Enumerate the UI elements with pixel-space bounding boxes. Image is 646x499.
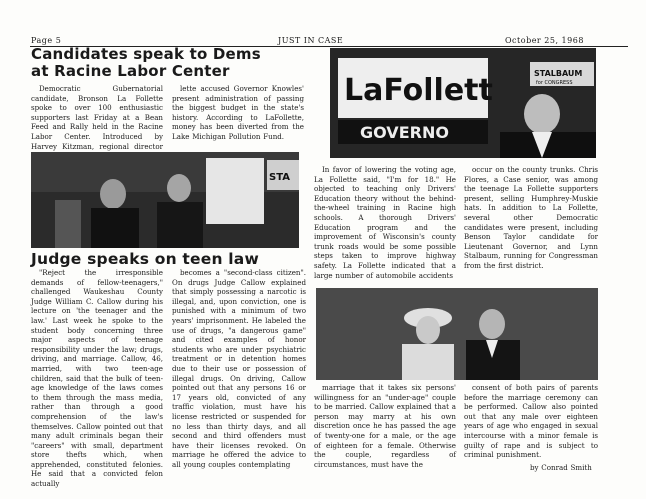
page-number: Page 5	[31, 36, 62, 45]
photo-rally-image	[31, 152, 299, 248]
photo-lafollette	[330, 48, 596, 158]
article1-col4: occur on the county trunks. Chris Flores, a Case senior, was among the teenage La Follette supporters present, selling Humphrey-Muskie hats. In addition to La Follette, several other Democratic candidates were present, including Benson Taylor candidate for Lieutenant Governor, and Lynn Stalbaum, running for Congressman from the first district.	[464, 165, 598, 270]
sign-sta: STA	[269, 172, 290, 183]
article2-col1: "Reject the irresponsible demands of fellow-teenagers," challenged Waukeshau County Judge William C. Callow during his lecture on 'the teenager and the law.' Last week he spoke to the student body concerning three major aspects of teenage responsibility under the law; drugs, driving, and marriage. Callow, 46, married, with two teen-age children, said that the bulk of teen-age knowledge of the laws comes to them through the mass media, rather than through a good comprehension of the law's themselves. Callow pointed out that many adult criminals began their "careers" with small, department store thefts which, when apprehended, constituted felonies. He said that a convicted felon actually	[31, 268, 163, 489]
article1-col2: lette accused Governor Knowles' present administration of passing the biggest budget in the state's history. According to LaFollette, money has been diverted from the Lake Michigan Pollution Fund.	[172, 84, 304, 141]
article2-col2: becomes a "second-class citizen". On drugs Judge Callow explained that simply possessing a narcotic is illegal, and, upon conviction, one is punished with a minimum of two years' imprisonment. He labeled the use of drugs, "a dangerous game" and cited examples of honor students who are under psychiatric treatment or in detention homes due to their use or possession of illegal drugs. On driving, Callow pointed out that any persons 16 or 17 years old, convicted of any traffic violation, must have his license restricted or suspended for no less than thirty days, and all second and third offenders must have their licenses revoked. On marriage he offered the advice to all young couples contemplating	[172, 268, 306, 469]
sign-governor: GOVERNO	[360, 123, 449, 142]
article1-col3: In favor of lowering the voting age, La Follette said, "I'm for 18." He objected to teaching only Drivers' Education theory without the behind-the-wheel training in Racine high schools. A thorough Drivers' Education program and the improvement of Wisconsin's county trunk roads would be some possible steps taken to improve highway safety. La Follette indicated that a large number of automobile accidents	[314, 165, 456, 280]
sign-stalbaum-sub: for CONGRESS	[536, 80, 573, 86]
headline-judge: Judge speaks on teen law	[31, 250, 259, 268]
article2-col4: consent of both pairs of parents before the marriage ceremony can be performed. Callow also pointed out that any male over eighteen years of age who engaged in sexual intercourse with a minor female is guilty of rape and is subject to criminal punishment.	[464, 383, 598, 460]
byline: by Conrad Smith	[530, 463, 592, 472]
headline-candidates	[31, 46, 261, 80]
issue-date: October 25, 1968	[505, 36, 584, 45]
photo-couple	[316, 288, 598, 380]
sign-lafollette: LaFollett	[344, 73, 493, 108]
photo-rally	[31, 152, 299, 248]
headline-line-2: at Racine Labor Center	[31, 62, 230, 80]
photo-lafollette-image	[330, 48, 596, 158]
photo-couple-image	[316, 288, 598, 380]
sign-stalbaum: STALBAUM	[534, 69, 583, 78]
article1-col1: Democratic Gubernatorial candidate, Bronson La Follette spoke to over 100 enthusiastic supporters last Friday at a Bean Feed and Rally held in the Racine Labor Center. Introduced by Harvey Kitzman, regional director	[31, 84, 163, 151]
article2-col3: marriage that it takes six persons' willingness for an "under-age" couple to be married. Callow explained that a person may marry at his own discretion once he has passed the age of twenty-one for a male, or the age of eighteen for a female. Otherwise the couple, regardless of circumstances, must have the	[314, 383, 456, 469]
headline-line-1: Candidates speak to Dems	[31, 45, 261, 63]
paper-name: JUST IN CASE	[278, 36, 344, 45]
